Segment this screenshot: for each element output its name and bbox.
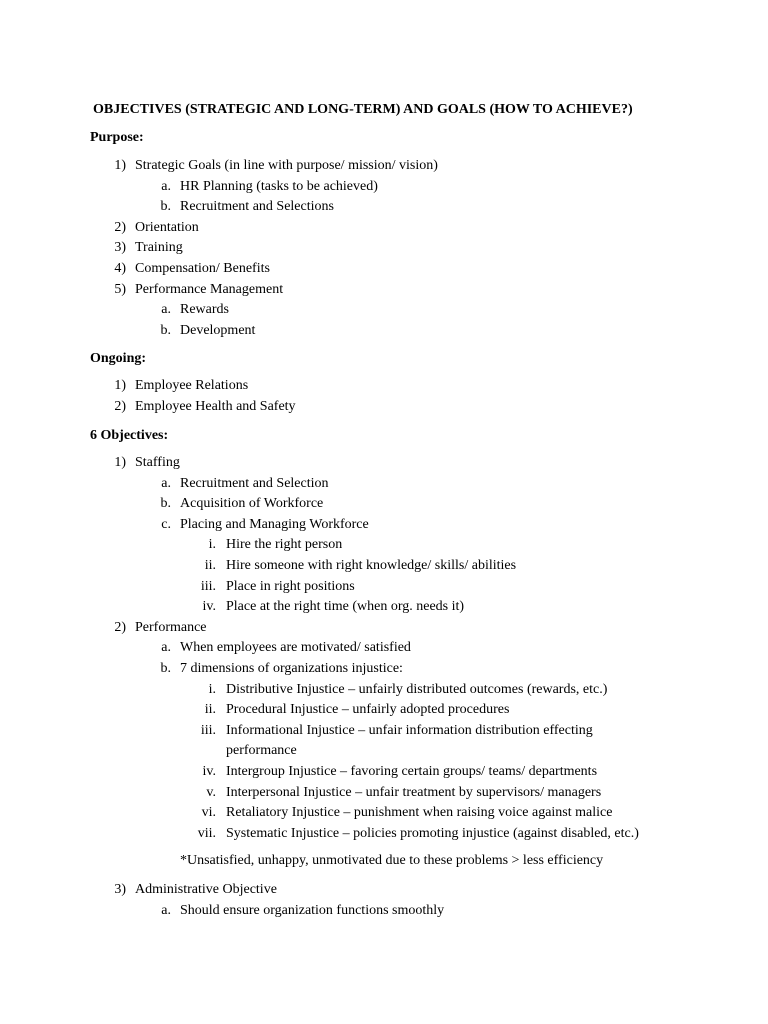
list-item-text: Interpersonal Injustice – unfair treatment by supervisors/ managers: [226, 784, 602, 800]
list-item: [0, 515, 768, 536]
list-marker: vi.: [201, 805, 216, 821]
list-item: [0, 659, 768, 680]
list-marker: i.: [208, 681, 216, 697]
list-item-text: Performance Management: [135, 281, 284, 297]
list-item-text: Procedural Injustice – unfairly adopted procedures: [226, 702, 510, 718]
list-item: [0, 680, 768, 701]
list-item-text: Systematic Injustice – policies promoting injustice (against disabled, etc.): [226, 825, 639, 841]
list-marker: ii.: [204, 702, 216, 718]
list-item: [0, 783, 768, 804]
list-marker: a.: [161, 640, 171, 656]
list-marker: a.: [161, 178, 171, 194]
list-item: [0, 259, 768, 280]
list-marker: a.: [161, 902, 171, 918]
list-item-text: Strategic Goals (in line with purpose/ mission/ vision): [135, 158, 438, 173]
section-heading-purpose: Purpose:: [90, 130, 144, 145]
list-item-text: When employees are motivated/ satisfied: [180, 640, 411, 656]
list-marker: b.: [160, 322, 171, 338]
list-item-text: Performance: [135, 619, 207, 635]
list-marker: b.: [160, 199, 171, 215]
list-marker: 2): [114, 219, 126, 235]
list-item: [0, 535, 768, 556]
list-item: [0, 218, 768, 239]
list-item: [0, 700, 768, 721]
footnote-text: *Unsatisfied, unhappy, unmotivated due to these problems > less efficiency: [180, 853, 604, 868]
list-item-text: Intergroup Injustice – favoring certain groups/ teams/ departments: [226, 763, 598, 779]
list-marker: 2): [114, 619, 126, 635]
list-item: [0, 721, 768, 762]
list-item: [0, 397, 768, 418]
list-item: [0, 762, 768, 783]
list-item: [0, 238, 768, 259]
list-item-text: Administrative Objective: [135, 882, 277, 897]
list-marker: 1): [114, 455, 126, 470]
list-marker: v.: [206, 784, 216, 800]
list-item: [0, 321, 768, 342]
list-item-text: Employee Relations: [135, 378, 249, 393]
list-marker: a.: [161, 302, 171, 318]
list-item: [0, 177, 768, 198]
list-marker: vii.: [197, 825, 216, 841]
list-item-text: Recruitment and Selection: [180, 475, 329, 491]
list-item-text: Training: [135, 240, 183, 256]
list-item-text: Orientation: [135, 219, 199, 235]
list-item-text: Staffing: [135, 455, 180, 470]
list-item: [0, 280, 768, 301]
list-item: [0, 494, 768, 515]
list-marker: iii.: [200, 722, 216, 738]
list-marker: c.: [161, 516, 171, 532]
list-marker: 3): [114, 240, 126, 256]
list-item: [0, 597, 768, 618]
list-marker: iv.: [202, 599, 216, 615]
list-item: [0, 156, 768, 177]
list-item: [0, 300, 768, 321]
list-marker: ii.: [204, 557, 216, 573]
list-item-text: Compensation/ Benefits: [135, 260, 270, 276]
list-marker: 5): [114, 281, 126, 297]
list-marker: a.: [161, 475, 171, 491]
administrative-list: [0, 880, 768, 921]
list-item: [0, 880, 768, 901]
list-item-text: 7 dimensions of organizations injustice:: [180, 660, 403, 676]
list-item: [0, 376, 768, 397]
list-item: [0, 556, 768, 577]
list-item: [0, 618, 768, 639]
list-marker: b.: [160, 496, 171, 512]
list-item: [0, 474, 768, 495]
list-item-text: Distributive Injustice – unfairly distributed outcomes (rewards, etc.): [226, 681, 608, 697]
list-item-text: Recruitment and Selections: [180, 199, 334, 215]
list-item-text: Informational Injustice – unfair information distribution effecting performance: [226, 722, 593, 759]
list-marker: iii.: [200, 578, 216, 594]
list-item-text: Development: [180, 322, 256, 338]
list-marker: 1): [114, 158, 126, 173]
list-marker: 2): [114, 398, 126, 414]
list-item-text: Employee Health and Safety: [135, 398, 296, 414]
purpose-list: [0, 156, 768, 341]
list-item: [0, 824, 768, 845]
list-marker: 4): [114, 260, 126, 276]
list-item: [0, 197, 768, 218]
list-item: [0, 577, 768, 598]
list-item-text: Rewards: [180, 302, 229, 318]
list-item-text: Hire someone with right knowledge/ skills/ abilities: [226, 557, 517, 573]
list-marker: b.: [160, 660, 171, 676]
page-title: OBJECTIVES (STRATEGIC AND LONG-TERM) AND GOALS (HOW TO ACHIEVE?): [93, 102, 633, 117]
list-marker: 3): [114, 882, 126, 897]
list-item-text: HR Planning (tasks to be achieved): [180, 178, 378, 194]
section-heading-ongoing: Ongoing:: [90, 351, 147, 366]
list-item-text: Placing and Managing Workforce: [180, 516, 369, 532]
list-item-text: Hire the right person: [226, 537, 343, 553]
list-item-text: Acquisition of Workforce: [180, 496, 324, 512]
list-item: [0, 453, 768, 474]
list-marker: iv.: [202, 763, 216, 779]
list-item: [0, 638, 768, 659]
list-item-text: Place in right positions: [226, 578, 355, 594]
list-item: [0, 803, 768, 824]
list-item: [0, 901, 768, 922]
section-heading-6-objectives: 6 Objectives:: [90, 428, 169, 443]
list-item-text: Retaliatory Injustice – punishment when raising voice against malice: [226, 805, 613, 821]
list-item-text: Place at the right time (when org. needs it): [226, 599, 465, 615]
list-marker: 1): [114, 378, 126, 393]
ongoing-list: [0, 376, 768, 417]
list-marker: i.: [208, 537, 216, 553]
objectives-list: [0, 453, 768, 844]
list-item-text: Should ensure organization functions smoothly: [180, 902, 445, 918]
